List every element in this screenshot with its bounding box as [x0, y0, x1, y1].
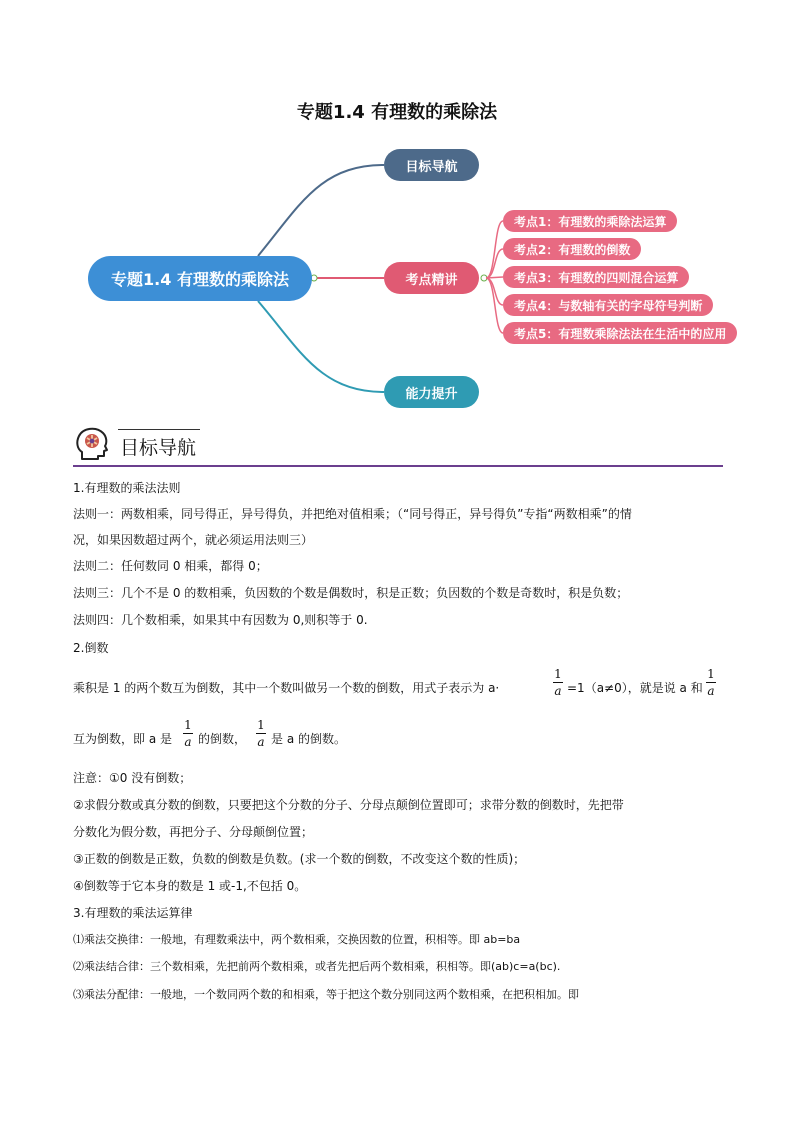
reciprocal-definition-part3: 互为倒数，即 a 是 — [73, 732, 172, 746]
fraction-denominator: a — [257, 735, 265, 749]
fraction-numerator: 1 — [184, 718, 192, 732]
reciprocal-definition-part2: =1（a≠0），就是说 a 和 — [567, 681, 703, 695]
section-divider — [73, 465, 723, 467]
fraction-numerator: 1 — [257, 718, 265, 732]
mindmap-leaf: 考点1：有理数的乘除法运算 — [503, 210, 677, 232]
section-overline — [118, 429, 200, 430]
mindmap-connectors — [0, 0, 794, 420]
fraction-denominator: a — [554, 684, 562, 698]
mindmap-root: 专题1.4 有理数的乘除法 — [88, 256, 312, 301]
mindmap-leaf: 考点2：有理数的倒数 — [503, 238, 641, 260]
mindmap-branch-nav: 目标导航 — [384, 149, 479, 181]
reciprocal-definition-part4: 的倒数， — [198, 732, 247, 746]
mindmap-leaf: 考点5：有理数乘除法法在生活中的应用 — [503, 322, 737, 344]
rule-two: 法则二：任何数同 0 相乘，都得 0； — [73, 559, 268, 573]
document-title: 专题1.4 有理数的乘除法 — [296, 102, 498, 123]
fraction-bar — [183, 733, 193, 734]
note-four: ④倒数等于它本身的数是 1 或-1,不包括 0。 — [73, 879, 307, 893]
fraction-one-over-a — [706, 667, 716, 698]
note-one: 注意：①0 没有倒数； — [73, 771, 192, 785]
note-two-line1: ②求假分数或真分数的倒数，只要把这个分数的分子、分母点颠倒位置即可；求带分数的倒数时，先把带 — [73, 798, 624, 812]
rule-one-line1: 法则一：两数相乘，同号得正，异号得负，并把绝对值相乘；（“同号得正，异号得负”专指“两数相乘”的情 — [73, 507, 632, 521]
law-distributive: ⑶乘法分配律：一般地，一个数同两个数的和相乘，等于把这个数分别同这两个数相乘，在把积相加。即 — [73, 988, 579, 1001]
fraction-one-over-a — [553, 667, 563, 698]
note-two-line2: 分数化为假分数，再把分子、分母颠倒位置； — [73, 825, 314, 839]
law-associative: ⑵乘法结合律：三个数相乘，先把前两个数相乘，或者先把后两个数相乘，积相等。即(ab)c=a(bc). — [73, 960, 561, 973]
rule-one-line2: 况，如果因数超过两个，就必须运用法则三） — [73, 533, 314, 547]
fraction-denominator: a — [184, 735, 192, 749]
rule-four: 法则四：几个数相乘，如果其中有因数为 0,则积等于 0. — [73, 613, 368, 627]
heading-multiplication-laws: 3.有理数的乘法运算律 — [73, 906, 193, 920]
fraction-bar — [706, 682, 716, 683]
section-title: 目标导航 — [120, 437, 197, 459]
mindmap-leaf: 考点4：与数轴有关的字母符号判断 — [503, 294, 713, 316]
fraction-one-over-a — [183, 718, 193, 749]
mindmap-leaf: 考点3：有理数的四则混合运算 — [503, 266, 689, 288]
mindmap-branch-keypoints: 考点精讲 — [384, 262, 479, 294]
fraction-bar — [553, 682, 563, 683]
reciprocal-definition-part5: 是 a 的倒数。 — [271, 732, 346, 746]
law-commutative: ⑴乘法交换律：一般地，有理数乘法中，两个数相乘，交换因数的位置，积相等。即 ab=ba — [73, 933, 521, 946]
brain-head-icon — [74, 425, 110, 463]
heading-reciprocal: 2.倒数 — [73, 641, 109, 655]
rule-three: 法则三：几个不是 0 的数相乘，负因数的个数是偶数时，积是正数；负因数的个数是奇数时，积是负数； — [73, 586, 629, 600]
fraction-numerator: 1 — [707, 667, 715, 681]
note-three: ③正数的倒数是正数，负数的倒数是负数。(求一个数的倒数，不改变这个数的性质)； — [73, 852, 526, 866]
heading-multiplication-rules: 1.有理数的乘法法则 — [73, 481, 181, 495]
fraction-bar — [256, 733, 266, 734]
fraction-one-over-a — [256, 718, 266, 749]
fraction-numerator: 1 — [554, 667, 562, 681]
reciprocal-definition-part1: 乘积是 1 的两个数互为倒数，其中一个数叫做另一个数的倒数，用式子表示为 a· — [73, 681, 500, 695]
mindmap-branch-improve: 能力提升 — [384, 376, 479, 408]
fraction-denominator: a — [707, 684, 715, 698]
